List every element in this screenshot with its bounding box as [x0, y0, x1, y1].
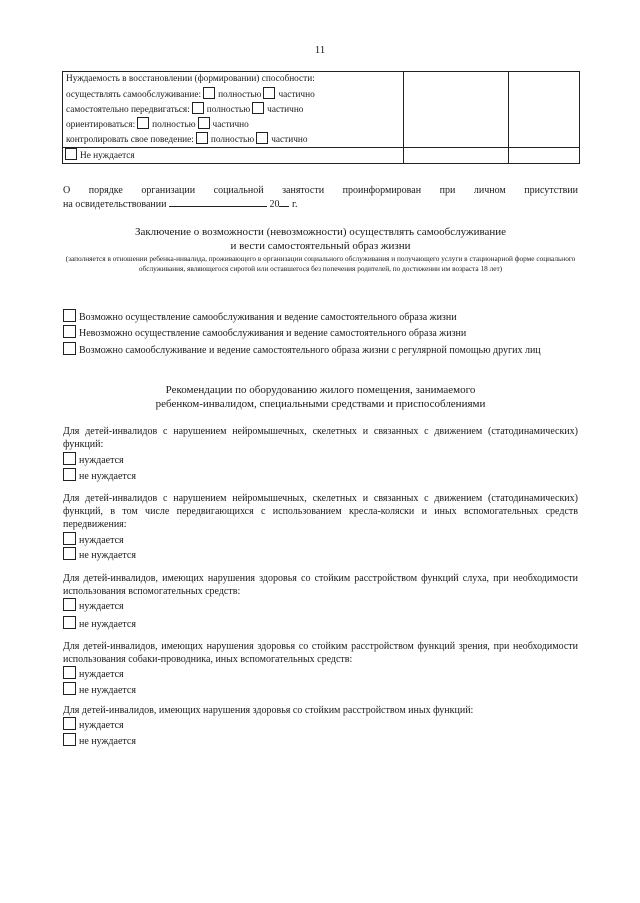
- checkbox-group2-not-needed[interactable]: [63, 547, 76, 560]
- checkbox-group4-needed[interactable]: [63, 666, 76, 679]
- option-label: нуждается: [79, 455, 124, 466]
- option-label: нуждается: [79, 601, 124, 612]
- checkbox-group4-not-needed[interactable]: [63, 682, 76, 695]
- needs-row-orientation: [63, 117, 403, 132]
- conclusion-title-line1: Заключение о возможности (невозможности) осуществлять самообслуживание: [134, 226, 507, 238]
- recommendation-group-option: [63, 733, 136, 748]
- recommendation-group-text: Для детей-инвалидов, имеющих нарушения здоровья со стойким расстройством иных функций:: [63, 705, 474, 716]
- option-label: не нуждается: [79, 685, 136, 696]
- recommendation-group-text: Для детей-инвалидов, имеющих нарушения здоровья со стойким расстройством функций слуха, при необходимости использования вспомогательных средств:: [63, 573, 578, 597]
- checkbox-behavior-full[interactable]: [196, 132, 208, 144]
- option-label: не нуждается: [79, 736, 136, 747]
- recommendation-group-option: [63, 717, 124, 732]
- needs-title: Нуждаемость в восстановлении (формировании) способности:: [66, 74, 315, 84]
- employment-info-paragraph: [63, 184, 578, 211]
- checkbox-group1-needed[interactable]: [63, 452, 76, 465]
- conclusion-option-label: Возможно осуществление самообслуживания и ведение самостоятельного образа жизни: [79, 312, 457, 323]
- option-label: не нуждается: [79, 471, 136, 482]
- conclusion-option-impossible: [63, 325, 578, 340]
- conclusion-note: (заполняется в отношении ребенка-инвалида, проживающего в организации социального обслуживания и получающего услуги в стационарной форме социального обслуживания, являющегося сиротой или оставшегося без попечения родителей, по достижении им возраста 18 лет): [65, 254, 576, 273]
- needs-cell: [63, 72, 404, 148]
- recommendation-group-option: [63, 468, 136, 483]
- year-prefix: 20: [269, 199, 280, 210]
- option-label: нуждается: [79, 669, 124, 680]
- conclusion-option-with-help: [63, 342, 578, 357]
- recommendation-group-text: Для детей-инвалидов, имеющих нарушения здоровья со стойким расстройством функций зрения, при необходимости использования собаки-проводника, иных вспомогательных средств:: [63, 641, 578, 665]
- recommendation-group-option: [63, 666, 124, 681]
- rehabilitation-needs-table: [62, 71, 580, 164]
- checkbox-group5-not-needed[interactable]: [63, 733, 76, 746]
- employment-info-line2: [63, 197, 578, 211]
- option-label: частично: [278, 90, 315, 100]
- option-label: частично: [271, 135, 308, 145]
- checkbox-behavior-partial[interactable]: [256, 132, 268, 144]
- table-empty-cell: [404, 72, 508, 148]
- checkbox-selfcare-full[interactable]: [203, 87, 215, 99]
- recommendations-title-line2: ребенком-инвалидом, специальными средствами и приспособлениями: [155, 398, 486, 410]
- option-label: не нуждается: [79, 619, 136, 630]
- table-empty-cell: [508, 148, 579, 164]
- checkbox-conclusion-possible[interactable]: [63, 309, 76, 322]
- checkbox-group3-not-needed[interactable]: [63, 616, 76, 629]
- page-number: 11: [314, 44, 326, 56]
- recommendations-title-line1: Рекомендации по оборудованию жилого помещения, занимаемого: [165, 384, 476, 396]
- needs-row-label: осуществлять самообслуживание:: [66, 90, 202, 100]
- table-empty-cell: [508, 72, 579, 148]
- employment-info-line1: О порядке организации социальной занятости проинформирован при личном присутствии: [63, 185, 578, 196]
- option-label: частично: [267, 105, 304, 115]
- checkbox-conclusion-impossible[interactable]: [63, 325, 76, 338]
- option-label: частично: [212, 120, 249, 130]
- option-label: не нуждается: [79, 550, 136, 561]
- checkbox-group5-needed[interactable]: [63, 717, 76, 730]
- conclusion-title-line2: и вести самостоятельный образ жизни: [230, 240, 411, 252]
- checkbox-orientation-full[interactable]: [137, 117, 149, 129]
- needs-row-selfcare: [63, 87, 403, 102]
- needs-row-label: контролировать свое поведение:: [66, 135, 194, 145]
- option-label: нуждается: [79, 535, 124, 546]
- table-empty-cell: [404, 148, 508, 164]
- needs-row-label: ориентироваться:: [66, 120, 136, 130]
- needs-row-movement: [63, 102, 403, 117]
- option-label: полностью: [206, 105, 251, 115]
- recommendation-group-option: [63, 616, 136, 631]
- not-needed-cell: [63, 148, 404, 164]
- recommendation-group-option: [63, 452, 124, 467]
- year-suffix: г.: [291, 199, 298, 210]
- checkbox-not-needed[interactable]: [65, 148, 77, 160]
- needs-row-label: самостоятельно передвигаться:: [66, 105, 190, 115]
- not-needed-label: Не нуждается: [80, 151, 135, 161]
- checkbox-movement-full[interactable]: [192, 102, 204, 114]
- checkbox-group1-not-needed[interactable]: [63, 468, 76, 481]
- recommendation-group-text: Для детей-инвалидов с нарушением нейромышечных, скелетных и связанных с движением (статодинамических) функций:: [63, 426, 578, 450]
- option-label: полностью: [218, 90, 262, 100]
- date-blank[interactable]: [169, 197, 267, 207]
- option-label: нуждается: [79, 720, 124, 731]
- employment-info-prefix: на освидетельствовании: [63, 199, 167, 210]
- checkbox-group2-needed[interactable]: [63, 532, 76, 545]
- checkbox-group3-needed[interactable]: [63, 598, 76, 611]
- checkbox-selfcare-partial[interactable]: [263, 87, 275, 99]
- checkbox-conclusion-with-help[interactable]: [63, 342, 76, 355]
- checkbox-orientation-partial[interactable]: [198, 117, 210, 129]
- option-label: полностью: [152, 120, 196, 130]
- option-label: полностью: [210, 135, 255, 145]
- recommendation-group-option: [63, 682, 136, 697]
- conclusion-option-label: Невозможно осуществление самообслуживания и ведение самостоятельного образа жизни: [79, 328, 467, 339]
- recommendation-group-option: [63, 532, 124, 547]
- needs-row-behavior: [63, 132, 403, 147]
- conclusion-title: [63, 225, 578, 253]
- recommendations-title: [63, 383, 578, 411]
- checkbox-movement-partial[interactable]: [252, 102, 264, 114]
- conclusion-option-possible: [63, 309, 578, 324]
- conclusion-option-label: Возможно самообслуживание и ведение самостоятельного образа жизни с регулярной помощью других лиц: [79, 345, 541, 356]
- year-blank[interactable]: [279, 197, 289, 207]
- recommendation-group-text: Для детей-инвалидов с нарушением нейромышечных, скелетных и связанных с движением (статодинамических) функций, в том числе передвигающихся с использованием кресла-коляски и иных вспомогательных средств передвижения:: [63, 493, 578, 530]
- recommendation-group-option: [63, 547, 136, 562]
- recommendation-group-option: [63, 598, 124, 613]
